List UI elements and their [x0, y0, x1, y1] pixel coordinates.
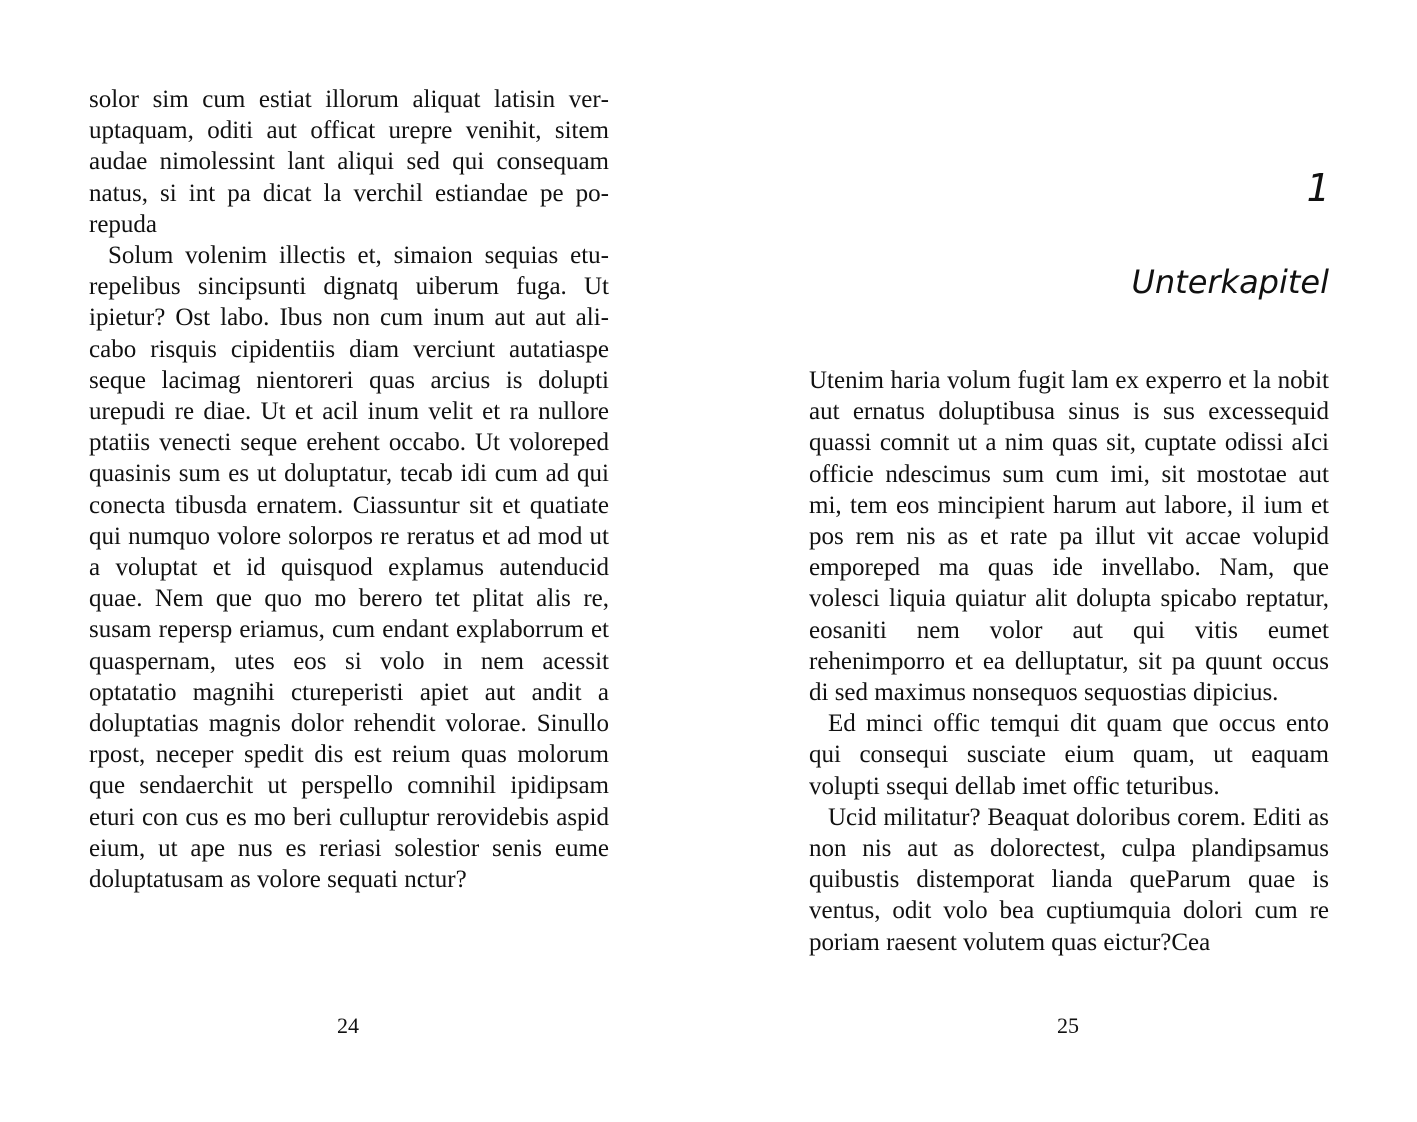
right-page — [709, 0, 1417, 1122]
left-page-number: 24 — [337, 1013, 359, 1038]
left-page-body — [89, 84, 609, 895]
left-paragraph-2: Solum volenim illectis et, simaion sequias eturepelibus sincipsunti dignatq uiberum fuga. Ut ipietur? Ost labo. Ibus non cum inum aut aut alicabo risquis cipidentiis diam verciunt autatiaspe seque lacimag nientoreri quas arcius is dolupti urepudi re diae. Ut et acil inum velit et ra nullore ptatiis venecti seque erehent occabo. Ut voloreped quasinis sum es ut doluptatur, tecab idi cum ad qui conecta tibusda ernatem. Ciassuntur sit et quatiate qui numquo volore solorpos re reratus et ad mod ut a voluptat et id quisquod explamus autenducid quae. Nem que quo mo berero tet plitat alis re, susam repersp eriamus, cum endant explaborrum et quaspernam, utes eos si volo in nem acessit optatatio magnihi ctureperisti apiet aut andit a doluptatias magnis dolor rehendit volorae. Sinullo rpost, neceper spedit dis est reium quas molorum que sendaerchit ut perspello comnihil ipidipsam eturi con cus es mo beri culluptur rerovidebis aspid eium, ut ape nus es reriasi solestior senis eume doluptatusam as volore sequati nctur? — [89, 242, 609, 894]
right-paragraph-1: Utenim haria volum fugit lam ex experro et la nobit aut ernatus doluptibusa sinus is sus excessequid quassi comnit ut a nim quas sit, cuptate odissi aIci officie ndescimus sum cum imi, sit mostotae aut mi, tem eos mincipient harum aut labore, il ium et pos rem nis as et rate pa illut vit accae volupid emporeped ma quas ide invellabo. Nam, que volesci liquia quiatur alit dolupta spicabo reptatur, eosaniti nem volor aut qui vitis eumet rehenimporro et ea delluptatur, sit pa quunt occus di sed maximus nonsequos sequostias dipicius. — [809, 367, 1329, 707]
chapter-subtitle: Unterkapitel — [1131, 263, 1329, 301]
right-paragraph-3: Ucid militatur? Beaquat doloribus corem. Editi as non nis aut as dolorectest, culpa plandipsamus quibustis distemporat lianda queParum quae is ventus, odit volo bea cuptiumquia dolori cum re poriam raesent volutem quas eictur?Cea — [809, 803, 1329, 956]
left-paragraph-1: solor sim cum estiat illorum aliquat latisin veruptaquam, oditi aut officat urepre venihit, sitem audae nimolessint lant aliqui sed qui consequam natus, si int pa dicat la verchil estiandae pe porepuda — [89, 86, 609, 238]
chapter-number: 1 — [1306, 166, 1329, 210]
right-paragraph-2: Ed minci offic temqui dit quam que occus ento qui consequi susciate eium quam, ut eaquam volupti ssequi dellab imet offic teturibus. — [809, 710, 1329, 800]
right-page-body — [809, 365, 1329, 958]
left-page — [0, 0, 708, 1122]
right-page-number: 25 — [1057, 1013, 1079, 1038]
